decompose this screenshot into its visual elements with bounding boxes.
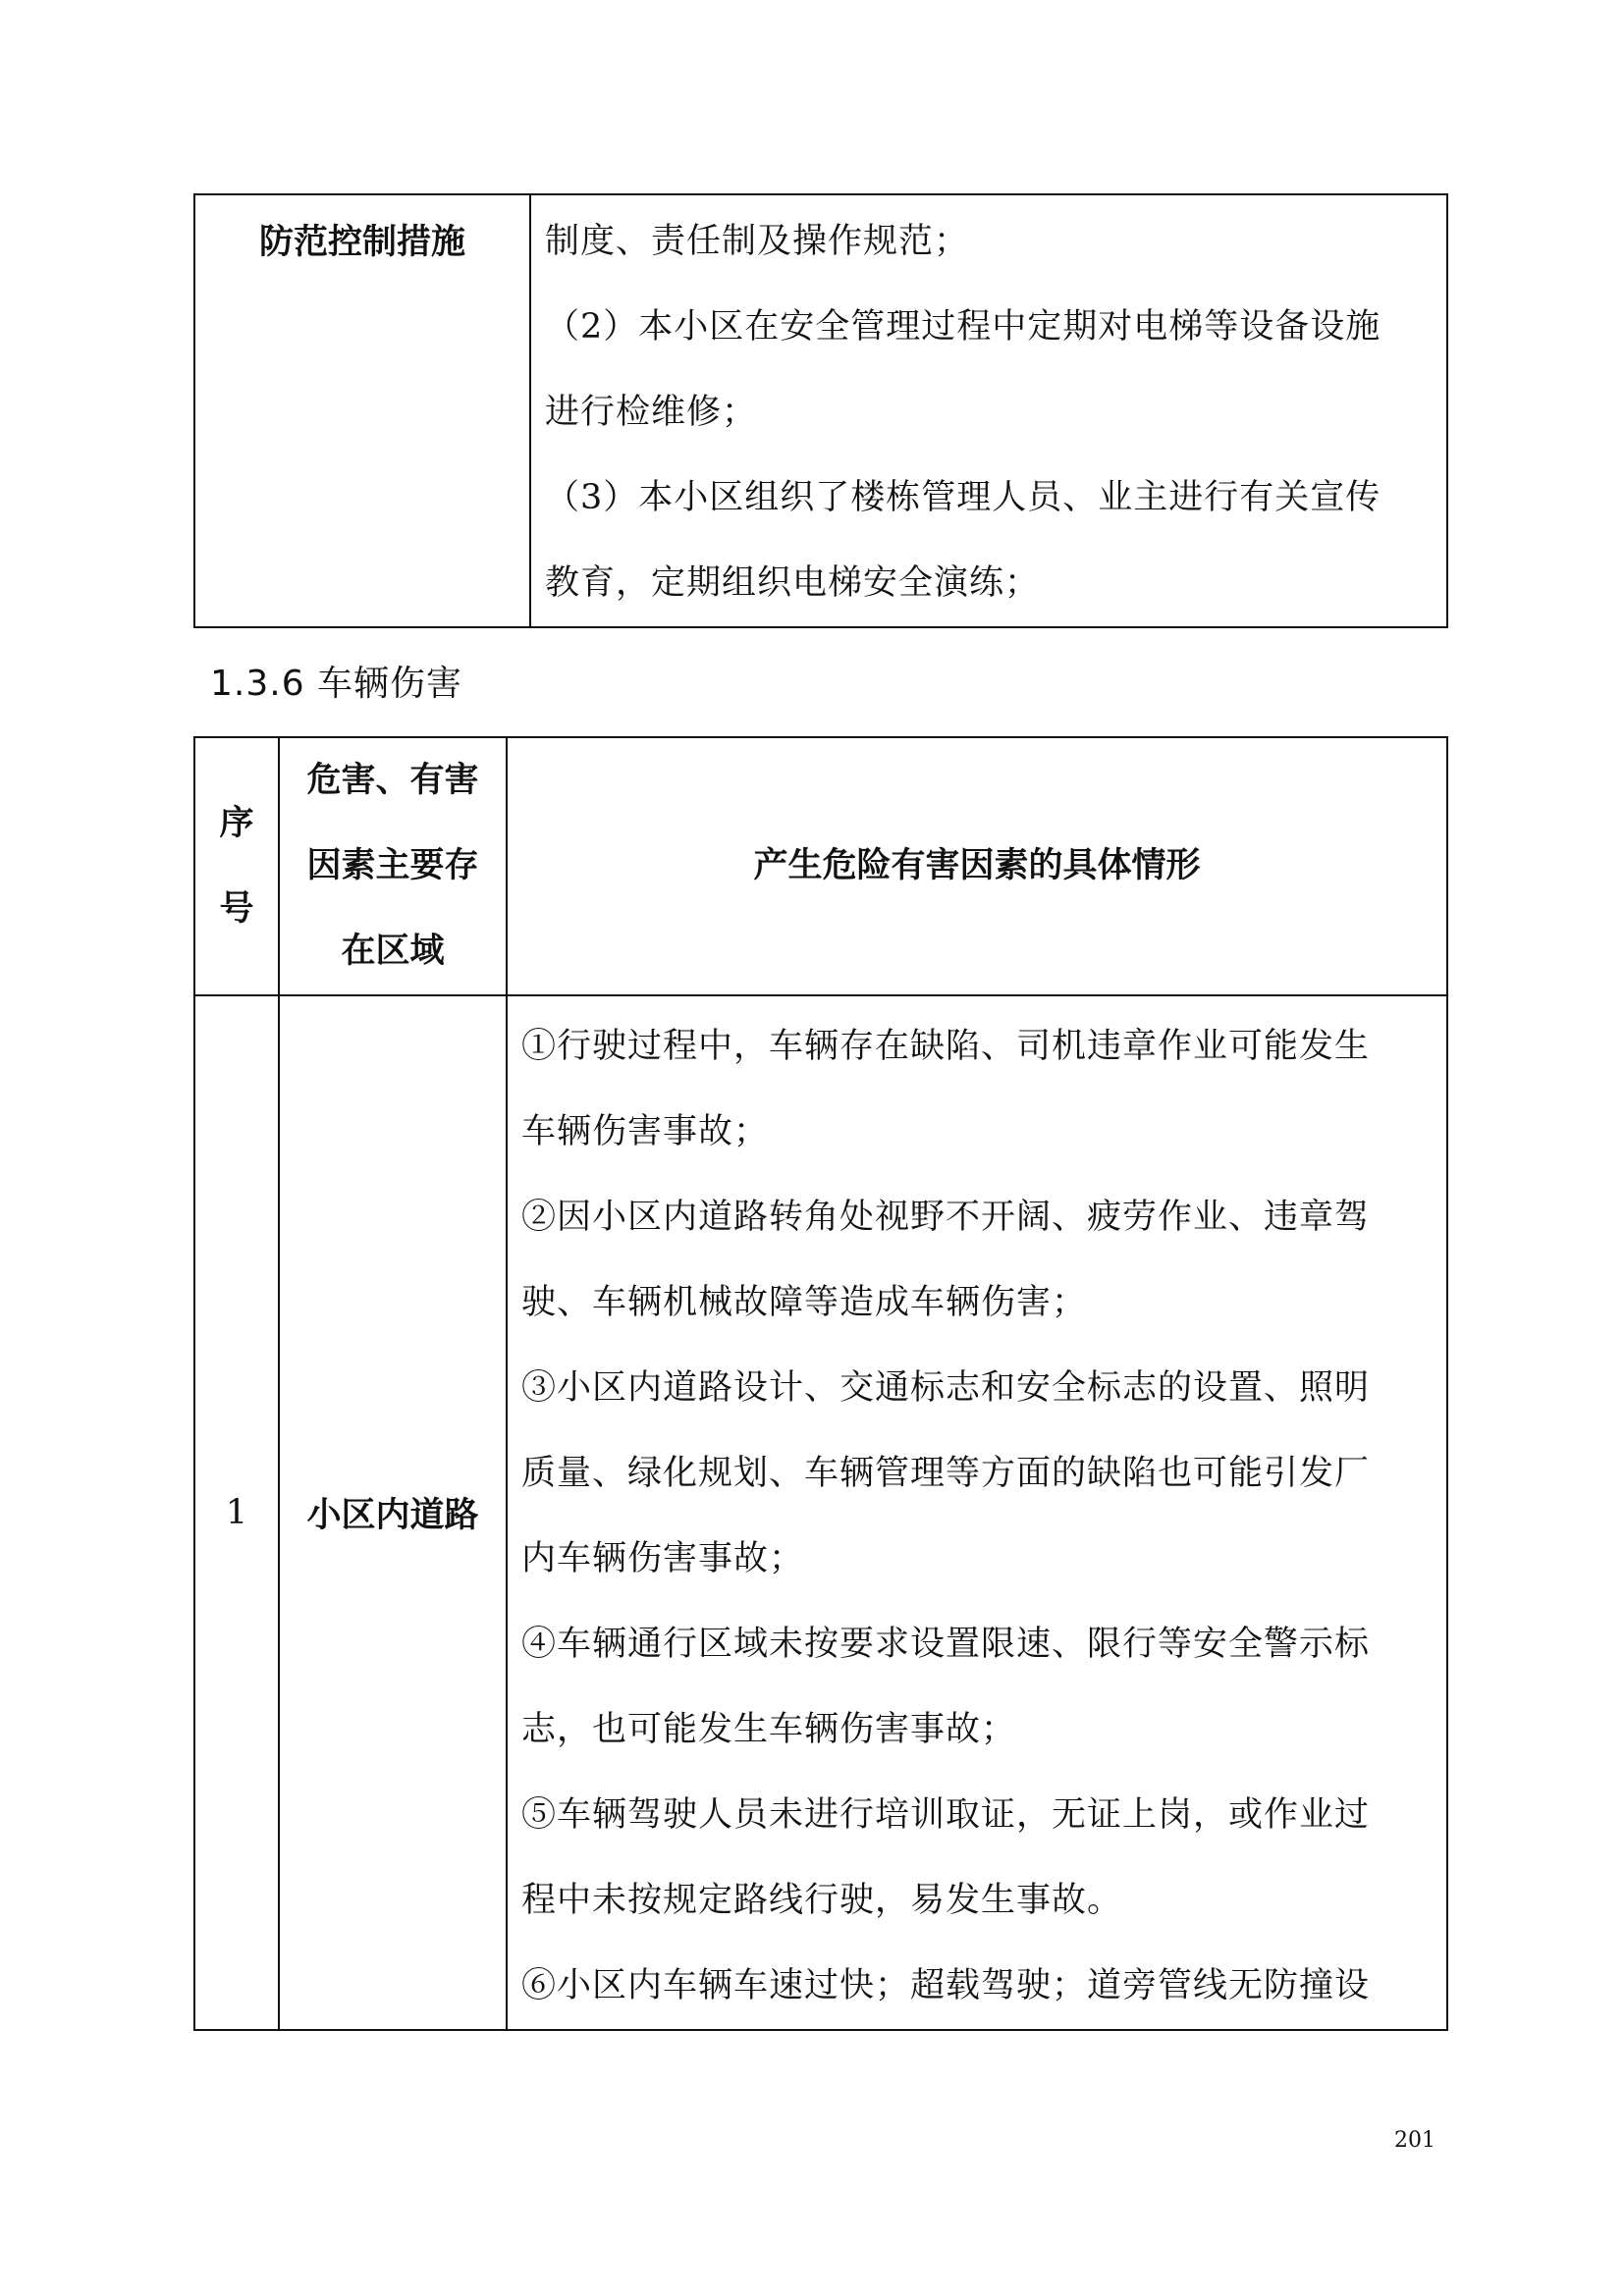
text-line: 程中未按规定路线行驶，易发生事故。 [521, 1881, 1123, 1920]
header-seq [194, 737, 279, 995]
text-line: （3）本小区组织了楼栋管理人员、业主进行有关宣传 [545, 478, 1381, 517]
row-description [507, 995, 1447, 2030]
text-line: 质量、绿化规划、车辆管理等方面的缺陷也可能引发厂 [521, 1454, 1371, 1493]
text-line: 志，也可能发生车辆伤害事故； [521, 1710, 1017, 1749]
header-desc [507, 737, 1447, 995]
text-line: 驶、车辆机械故障等造成车辆伤害； [521, 1283, 1088, 1322]
control-measures-content [530, 194, 1447, 627]
control-measures-table [193, 193, 1448, 628]
header-area-line: 因素主要存 [306, 846, 479, 885]
text-line: 车辆伤害事故； [521, 1112, 770, 1151]
text-line: ④车辆通行区域未按要求设置限速、限行等安全警示标 [521, 1625, 1371, 1664]
text-line: ①行驶过程中，车辆存在缺陷、司机违章作业可能发生 [521, 1027, 1371, 1066]
text-line: 教育，定期组织电梯安全演练； [545, 563, 1041, 603]
control-measures-label: 防范控制措施 [194, 194, 530, 627]
header-area [279, 737, 507, 995]
row-number: 1 [194, 995, 279, 2030]
header-seq-line: 号 [219, 888, 254, 929]
text-line: ⑥小区内车辆车速过快；超载驾驶；道旁管线无防撞设 [521, 1966, 1371, 2005]
page-number: 201 [1394, 2128, 1435, 2153]
header-desc-text: 产生危险有害因素的具体情形 [753, 846, 1201, 885]
table-row [194, 194, 1447, 627]
text-line: 内车辆伤害事故； [521, 1539, 805, 1578]
text-line: ③小区内道路设计、交通标志和安全标志的设置、照明 [521, 1368, 1371, 1408]
header-seq-line: 序 [219, 803, 254, 843]
text-line: ②因小区内道路转角处视野不开阔、疲劳作业、违章驾 [521, 1198, 1371, 1237]
table-header-row [194, 737, 1447, 995]
header-area-line: 在区域 [341, 932, 445, 971]
section-title: 1.3.6 车辆伤害 [210, 664, 463, 704]
text-line: （2）本小区在安全管理过程中定期对电梯等设备设施 [545, 307, 1381, 347]
text-line: 制度、责任制及操作规范； [545, 222, 970, 261]
table-row [194, 995, 1447, 2030]
text-line: ⑤车辆驾驶人员未进行培训取证，无证上岗，或作业过 [521, 1795, 1371, 1835]
text-line: 进行检维修； [545, 393, 758, 432]
row-area: 小区内道路 [279, 995, 507, 2030]
header-area-line: 危害、有害 [306, 761, 479, 800]
vehicle-hazard-table [193, 736, 1448, 2031]
